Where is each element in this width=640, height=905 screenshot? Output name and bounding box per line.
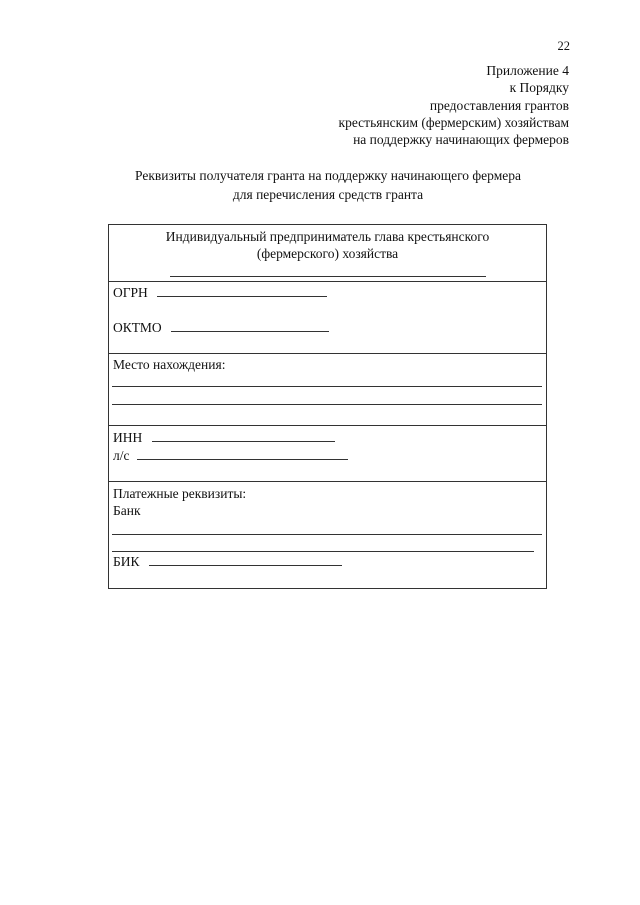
location-section	[109, 354, 546, 426]
form-header-line: Индивидуальный предприниматель глава крестьянского	[165, 229, 490, 244]
title-line: Реквизиты получателя гранта на поддержку начинающего фермера	[135, 168, 521, 183]
document-title	[0, 166, 640, 204]
payment-section	[109, 482, 546, 588]
appendix-line: на поддержку начинающих фермеров	[353, 132, 569, 148]
appendix-line: предоставления грантов	[429, 97, 569, 113]
oktmo-label: ОКТМО	[113, 320, 162, 335]
location-label: Место нахождения:	[113, 357, 226, 372]
appendix-line: к Порядку	[509, 80, 569, 96]
tax-account-section	[109, 426, 546, 482]
location-field-line-1[interactable]	[112, 386, 542, 387]
appendix-line: крестьянским (фермерским) хозяйствам	[338, 114, 569, 130]
oktmo-field[interactable]	[171, 330, 329, 332]
appendix-header	[339, 62, 569, 148]
bank-label: Банк	[113, 503, 141, 518]
inn-label: ИНН	[113, 430, 143, 445]
payment-label: Платежные реквизиты:	[113, 486, 247, 501]
title-line: для перечисления средств гранта	[232, 187, 424, 202]
registration-section	[109, 282, 546, 354]
page-number: 22	[557, 39, 570, 53]
ogrn-label: ОГРН	[113, 285, 148, 300]
inn-field[interactable]	[152, 440, 335, 442]
bank-field-line-2[interactable]	[112, 551, 534, 552]
bank-field-line-1[interactable]	[112, 534, 542, 535]
ls-field[interactable]	[137, 458, 348, 460]
location-field-line-2[interactable]	[112, 404, 542, 405]
farm-name-field[interactable]	[170, 275, 486, 277]
requisites-form	[108, 224, 547, 589]
bik-field[interactable]	[149, 564, 342, 566]
appendix-line: Приложение 4	[486, 63, 569, 78]
form-header-section	[109, 225, 546, 282]
form-header-line: (фермерского) хозяйства	[256, 246, 399, 261]
ls-label: л/с	[113, 448, 130, 463]
ogrn-field[interactable]	[157, 295, 327, 297]
bik-label: БИК	[113, 554, 140, 569]
